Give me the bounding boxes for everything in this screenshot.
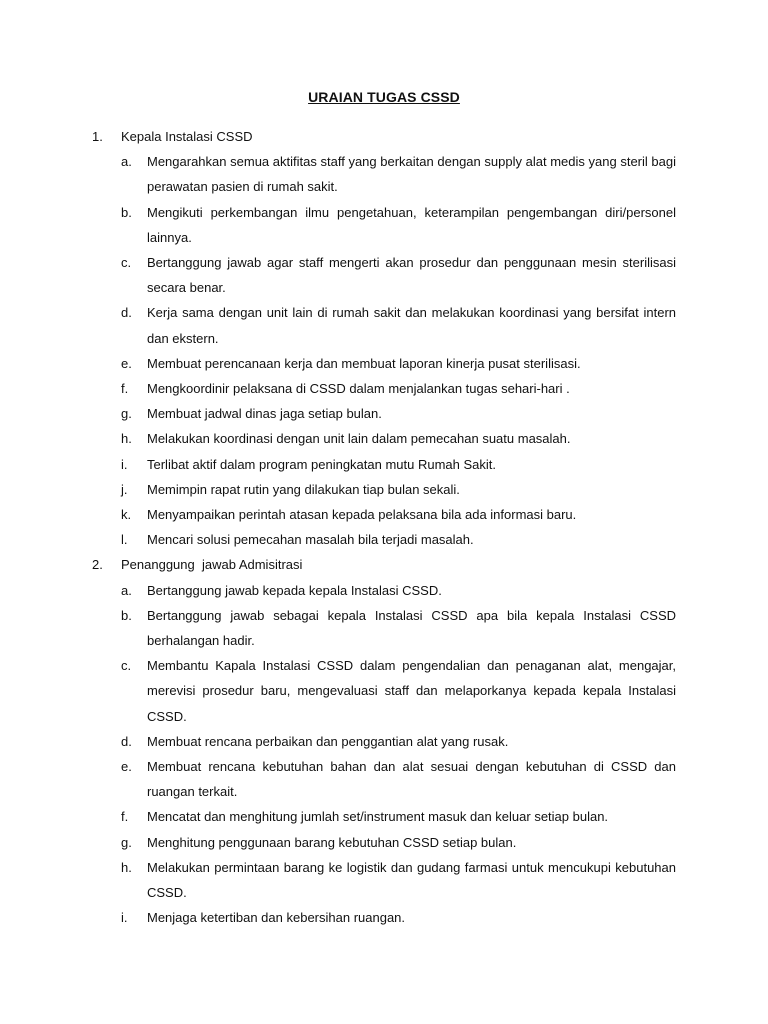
list-item: [92, 149, 676, 199]
list-item: [92, 754, 676, 804]
item-letter: f.: [121, 381, 129, 397]
item-letter: h.: [121, 859, 132, 875]
item-letter: f.: [121, 809, 129, 825]
section-1: [92, 124, 676, 552]
document-body: [92, 124, 676, 931]
item-letter: j.: [121, 481, 128, 497]
list-item: [92, 653, 676, 729]
section-2: [92, 552, 676, 930]
item-text: Bertanggung jawab agar staff mengerti akan prosedur dan penggunaan mesin sterilisasi secara benar.: [147, 255, 676, 296]
item-letter: d.: [121, 733, 132, 749]
item-letter: a.: [121, 154, 132, 170]
item-text: Mengkoordinir pelaksana di CSSD dalam menjalankan tugas sehari-hari .: [147, 381, 570, 397]
item-letter: b.: [121, 607, 132, 623]
item-text: Menjaga ketertiban dan kebersihan ruangan.: [147, 910, 406, 926]
item-text: Menyampaikan perintah atasan kepada pelaksana bila ada informasi baru.: [147, 507, 577, 523]
list-item: [92, 527, 676, 552]
item-letter: i.: [121, 910, 128, 926]
item-text: Mengikuti perkembangan ilmu pengetahuan, keterampilan pengembangan diri/personel lainnya.: [147, 204, 676, 245]
section-number: 1.: [92, 129, 103, 144]
list-item: [92, 603, 676, 653]
section-heading: [92, 552, 676, 577]
item-text: Memimpin rapat rutin yang dilakukan tiap bulan sekali.: [147, 481, 460, 497]
item-text: Bertanggung jawab sebagai kepala Instalasi CSSD apa bila kepala Instalasi CSSD berhalangan hadir.: [147, 607, 676, 649]
item-letter: g.: [121, 834, 132, 850]
item-letter: i.: [121, 456, 128, 472]
item-text: Membuat jadwal dinas jaga setiap bulan.: [147, 406, 382, 422]
list-item: [92, 351, 676, 376]
item-text: Mencatat dan menghitung jumlah set/instrument masuk dan keluar setiap bulan.: [147, 809, 609, 825]
section-item-list: [92, 578, 676, 931]
item-text: Melakukan permintaan barang ke logistik dan gudang farmasi untuk mencukupi kebutuhan CSSD.: [147, 859, 676, 901]
list-item: [92, 401, 676, 426]
item-letter: g.: [121, 406, 132, 422]
list-item: [92, 855, 676, 905]
list-item: [92, 578, 676, 603]
item-letter: d.: [121, 305, 132, 321]
item-letter: e.: [121, 355, 132, 371]
item-text: Membantu Kapala Instalasi CSSD dalam pengendalian dan penaganan alat, mengajar, merevisi prosedur baru, mengevaluasi staff dan melaporkanya kepada kepala Instalasi CSSD.: [147, 658, 676, 724]
list-item: [92, 200, 676, 250]
section-number: 2.: [92, 557, 103, 573]
list-item: [92, 830, 676, 855]
item-letter: b.: [121, 204, 132, 220]
list-item: [92, 729, 676, 754]
list-item: [92, 300, 676, 350]
item-letter: c.: [121, 255, 132, 271]
item-text: Terlibat aktif dalam program peningkatan mutu Rumah Sakit.: [147, 456, 497, 472]
section-title: Kepala Instalasi CSSD: [121, 129, 253, 144]
item-text: Melakukan koordinasi dengan unit lain dalam pemecahan suatu masalah.: [147, 431, 571, 447]
item-letter: l.: [121, 532, 128, 548]
item-letter: h.: [121, 431, 132, 447]
item-text: Mencari solusi pemecahan masalah bila terjadi masalah.: [147, 532, 474, 548]
list-item: [92, 452, 676, 477]
section-heading: [92, 124, 676, 149]
item-letter: a.: [121, 582, 132, 598]
item-text: Kerja sama dengan unit lain di rumah sakit dan melakukan koordinasi yang bersifat intern dan ekstern.: [147, 305, 676, 346]
item-text: Membuat rencana perbaikan dan penggantian alat yang rusak.: [147, 733, 509, 749]
item-text: Membuat perencanaan kerja dan membuat laporan kinerja pusat sterilisasi.: [147, 355, 581, 371]
item-text: Mengarahkan semua aktifitas staff yang berkaitan dengan supply alat medis yang steril bagi perawatan pasien di rumah sakit.: [147, 154, 676, 195]
list-item: [92, 804, 676, 829]
list-item: [92, 477, 676, 502]
document-title: URAIAN TUGAS CSSD: [308, 89, 460, 105]
item-letter: c.: [121, 658, 132, 674]
list-item: [92, 426, 676, 451]
item-text: Bertanggung jawab kepada kepala Instalasi CSSD.: [147, 582, 442, 598]
list-item: [92, 905, 676, 930]
section-title: Penanggung jawab Admisitrasi: [121, 557, 303, 573]
item-letter: k.: [121, 507, 132, 523]
list-item: [92, 376, 676, 401]
item-text: Menghitung penggunaan barang kebutuhan CSSD setiap bulan.: [147, 834, 517, 850]
list-item: [92, 250, 676, 300]
item-text: Membuat rencana kebutuhan bahan dan alat sesuai dengan kebutuhan di CSSD dan ruangan terkait.: [147, 759, 676, 800]
item-letter: e.: [121, 759, 132, 775]
section-item-list: [92, 149, 676, 552]
list-item: [92, 502, 676, 527]
